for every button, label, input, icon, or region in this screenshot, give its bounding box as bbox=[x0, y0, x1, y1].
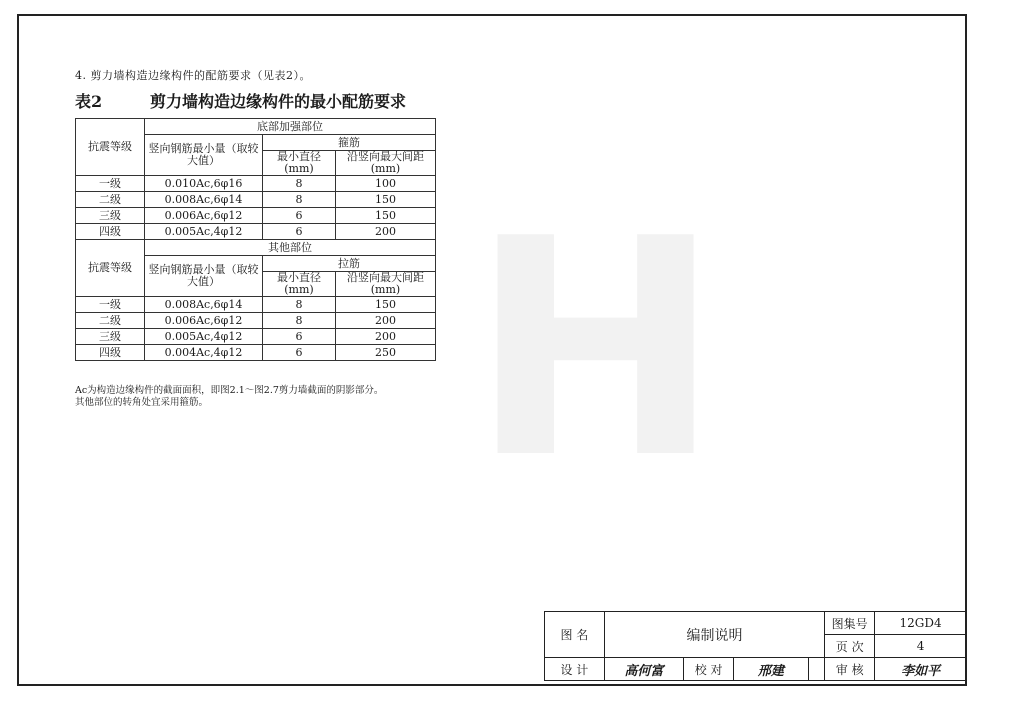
label-page: 页 次 bbox=[825, 635, 875, 658]
drawing-name: 编制说明 bbox=[604, 612, 824, 658]
table-row bbox=[76, 313, 436, 329]
header-grade: 抗震等级 bbox=[76, 119, 145, 176]
cell-dia: 6 bbox=[263, 329, 336, 345]
design-signature: 高何富 bbox=[604, 658, 683, 681]
cell-dia: 6 bbox=[263, 345, 336, 361]
page-number: 4 bbox=[875, 635, 967, 658]
title-block bbox=[544, 611, 967, 681]
section-heading: 底部加强部位 bbox=[145, 119, 436, 135]
cell-spacing: 150 bbox=[336, 297, 436, 313]
review-signature: 李如平 bbox=[875, 658, 967, 681]
cell-grade: 三级 bbox=[76, 208, 145, 224]
label-design: 设 计 bbox=[545, 658, 605, 681]
cell-vertical: 0.005Ac,4φ12 bbox=[145, 329, 263, 345]
cell-grade: 二级 bbox=[76, 192, 145, 208]
table-row bbox=[76, 224, 436, 240]
cell-spacing: 100 bbox=[336, 176, 436, 192]
cell-dia: 6 bbox=[263, 224, 336, 240]
header-tie: 拉筋 bbox=[263, 256, 436, 272]
item-4-text: 4. 剪力墙构造边缘构件的配筋要求（见表2）。 bbox=[75, 69, 311, 82]
header-max-spacing: 沿竖向最大间距(mm) bbox=[336, 151, 436, 176]
cell-grade: 三级 bbox=[76, 329, 145, 345]
cell-spacing: 200 bbox=[336, 224, 436, 240]
cell-vertical: 0.006Ac,6φ12 bbox=[145, 313, 263, 329]
note-line: 其他部位的转角处宜采用箍筋。 bbox=[75, 397, 209, 408]
table-row bbox=[76, 176, 436, 192]
note-line: Ac为构造边缘构件的截面面积，即图2.1～图2.7剪力墙截面的阴影部分。 bbox=[75, 385, 384, 396]
blank-cell bbox=[808, 658, 825, 681]
cell-grade: 四级 bbox=[76, 224, 145, 240]
cell-vertical: 0.008Ac,6φ14 bbox=[145, 192, 263, 208]
table-row bbox=[76, 329, 436, 345]
cell-dia: 8 bbox=[263, 176, 336, 192]
cell-spacing: 200 bbox=[336, 313, 436, 329]
cell-grade: 一级 bbox=[76, 176, 145, 192]
cell-vertical: 0.004Ac,4φ12 bbox=[145, 345, 263, 361]
section-heading: 其他部位 bbox=[145, 240, 436, 256]
table-row bbox=[76, 345, 436, 361]
cell-grade: 一级 bbox=[76, 297, 145, 313]
table-title bbox=[75, 89, 406, 112]
cell-dia: 8 bbox=[263, 297, 336, 313]
label-atlas-no: 图集号 bbox=[825, 612, 875, 635]
cell-grade: 二级 bbox=[76, 313, 145, 329]
table-caption: 剪力墙构造边缘构件的最小配筋要求 bbox=[150, 92, 407, 111]
label-check: 校 对 bbox=[684, 658, 734, 681]
cell-spacing: 200 bbox=[336, 329, 436, 345]
cell-vertical: 0.006Ac,6φ12 bbox=[145, 208, 263, 224]
cell-grade: 四级 bbox=[76, 345, 145, 361]
table-row bbox=[76, 297, 436, 313]
header-vertical: 竖向钢筋最小量（取较大值） bbox=[145, 256, 263, 297]
header-min-dia: 最小直径(mm) bbox=[263, 272, 336, 297]
table-row bbox=[76, 192, 436, 208]
cell-spacing: 150 bbox=[336, 192, 436, 208]
cell-dia: 6 bbox=[263, 208, 336, 224]
header-vertical: 竖向钢筋最小量（取较大值） bbox=[145, 135, 263, 176]
header-grade: 抗震等级 bbox=[76, 240, 145, 297]
rebar-requirements-table bbox=[75, 118, 436, 361]
table-number: 表2 bbox=[75, 92, 103, 111]
header-max-spacing: 沿竖向最大间距(mm) bbox=[336, 272, 436, 297]
cell-dia: 8 bbox=[263, 313, 336, 329]
watermark-letter: H bbox=[470, 175, 722, 524]
cell-spacing: 250 bbox=[336, 345, 436, 361]
header-min-dia: 最小直径(mm) bbox=[263, 151, 336, 176]
check-signature: 邢建 bbox=[734, 658, 808, 681]
cell-vertical: 0.010Ac,6φ16 bbox=[145, 176, 263, 192]
cell-vertical: 0.008Ac,6φ14 bbox=[145, 297, 263, 313]
label-review: 审 核 bbox=[825, 658, 875, 681]
cell-spacing: 150 bbox=[336, 208, 436, 224]
header-tie: 箍筋 bbox=[263, 135, 436, 151]
cell-dia: 8 bbox=[263, 192, 336, 208]
label-drawing-name: 图 名 bbox=[545, 612, 605, 658]
cell-vertical: 0.005Ac,4φ12 bbox=[145, 224, 263, 240]
table-row bbox=[76, 208, 436, 224]
table-notes bbox=[75, 385, 383, 409]
atlas-number: 12GD4 bbox=[875, 612, 967, 635]
